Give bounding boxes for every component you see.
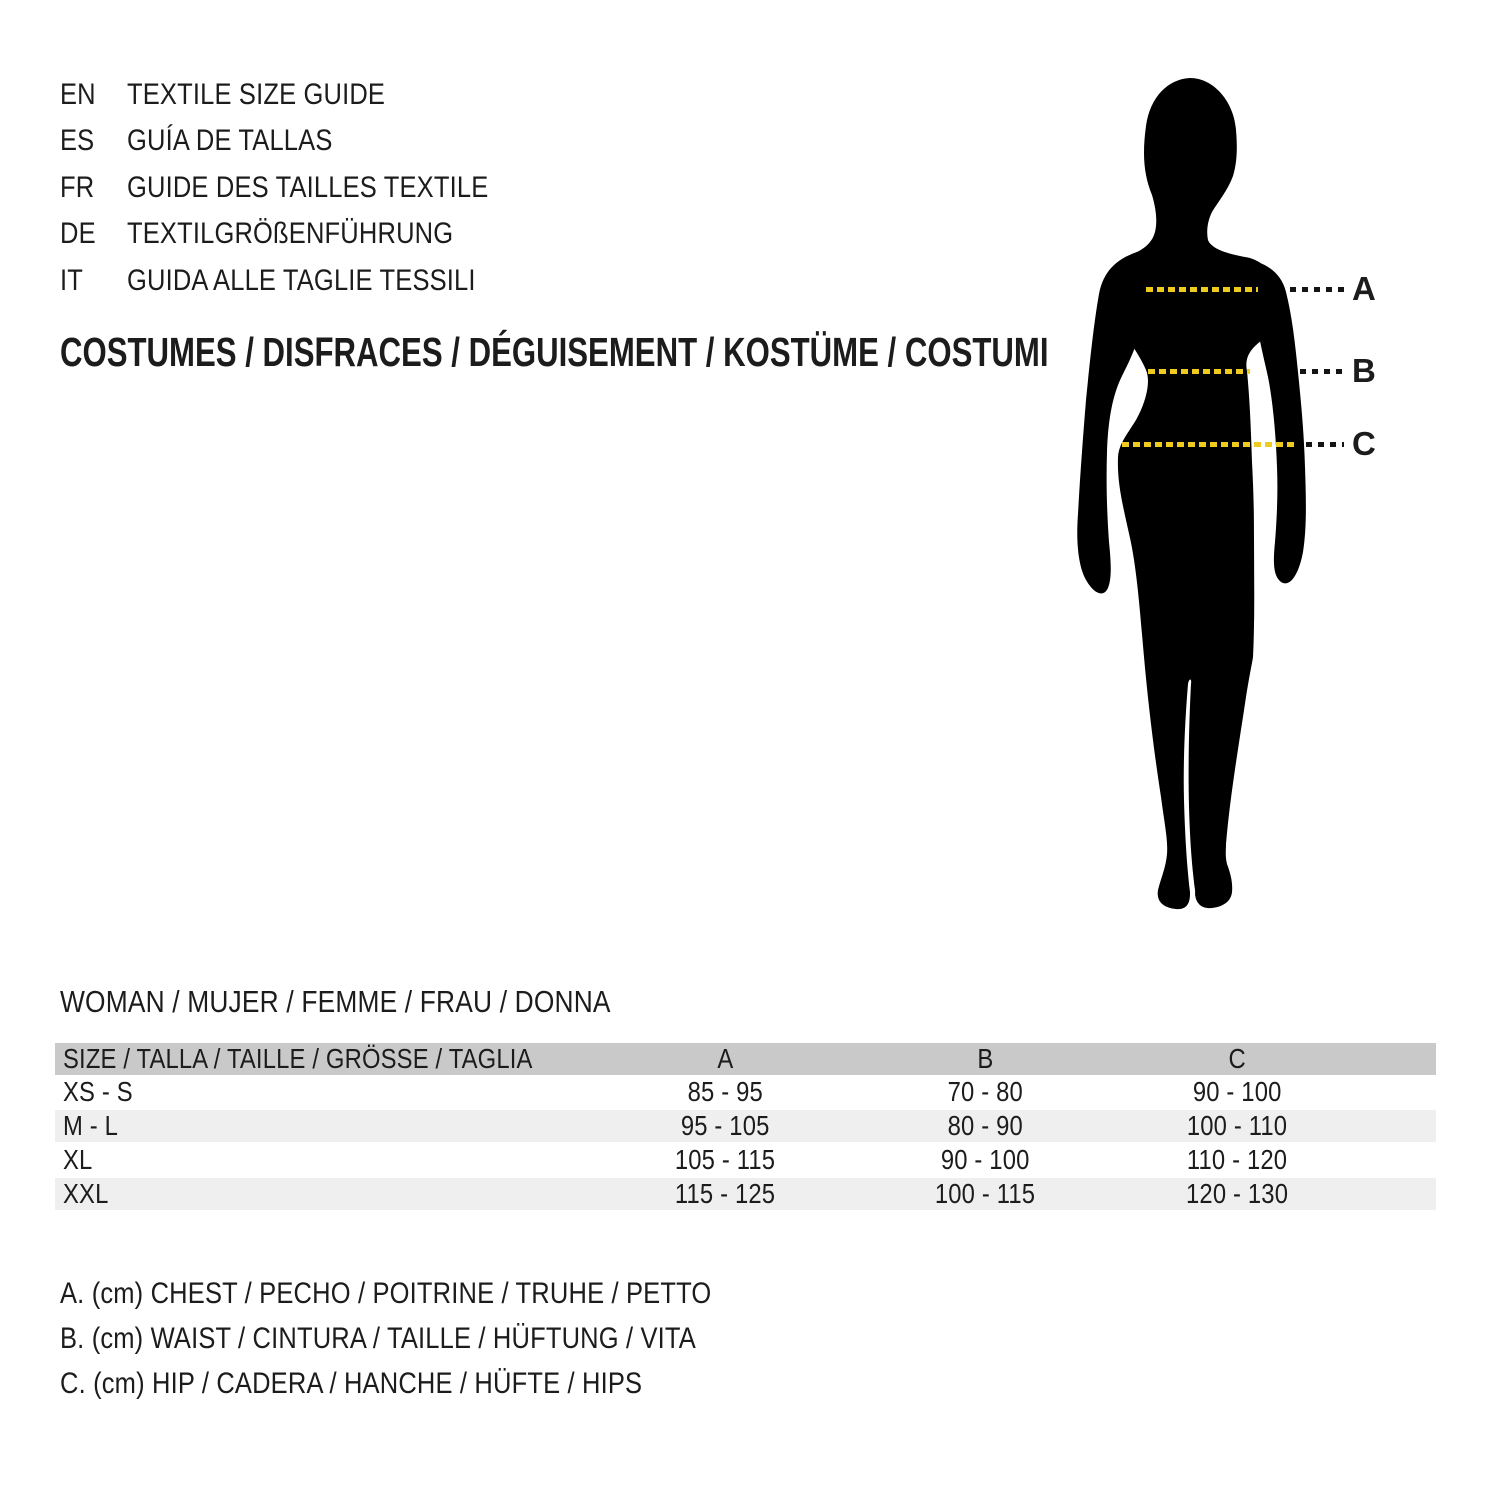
hip-cell: 90 - 100: [1193, 1076, 1282, 1107]
hip-cell: 120 - 130: [1186, 1178, 1289, 1209]
language-title: TEXTILE SIZE GUIDE: [127, 78, 386, 111]
language-code: ES: [60, 124, 95, 157]
language-code: FR: [60, 171, 95, 204]
chest-leader-line: [1290, 287, 1344, 292]
table-row: [55, 1076, 1436, 1108]
table-row: [55, 1144, 1436, 1176]
hip-leader-line: [1306, 442, 1344, 447]
legend-hip: C. (cm) HIP / CADERA / HANCHE / HÜFTE / HIPS: [60, 1367, 643, 1400]
waist-leader-line: [1300, 369, 1344, 374]
waist-cell: 70 - 80: [947, 1076, 1023, 1107]
waist-cell: 90 - 100: [940, 1144, 1030, 1175]
woman-silhouette: [1040, 72, 1340, 917]
category-heading: COSTUMES / DISFRACES / DÉGUISEMENT / KOSTÜME / COSTUMI: [60, 329, 1049, 375]
column-header-a: A: [716, 1043, 734, 1074]
legend-waist: B. (cm) WAIST / CINTURA / TAILLE / HÜFTUNG / VITA: [60, 1322, 696, 1355]
column-header-c: C: [1228, 1043, 1247, 1074]
hip-measure-line: [1122, 442, 1294, 447]
language-title: GUIDE DES TAILLES TEXTILE: [127, 171, 489, 204]
hip-cell: 100 - 110: [1187, 1110, 1288, 1141]
column-header-b: B: [976, 1043, 994, 1074]
chest-measure-line: [1146, 287, 1258, 292]
size-cell: XXL: [63, 1178, 109, 1209]
measure-label-a: A: [1352, 270, 1376, 307]
size-cell: M - L: [63, 1110, 119, 1141]
chest-cell: 105 - 115: [674, 1144, 776, 1175]
size-cell: XL: [63, 1144, 93, 1175]
table-row: [55, 1110, 1436, 1142]
waist-cell: 100 - 115: [934, 1178, 1036, 1209]
language-code: DE: [60, 217, 96, 250]
chest-cell: 95 - 105: [680, 1110, 770, 1141]
chest-cell: 85 - 95: [687, 1076, 763, 1107]
size-column-header: SIZE / TALLA / TAILLE / GRÖSSE / TAGLIA: [63, 1043, 533, 1074]
chest-cell: 115 - 125: [674, 1178, 776, 1209]
size-table: [55, 1043, 1436, 1212]
table-row: [55, 1178, 1436, 1210]
language-title: TEXTILGRÖßENFÜHRUNG: [127, 217, 454, 250]
hip-cell: 110 - 120: [1187, 1144, 1288, 1175]
section-heading: WOMAN / MUJER / FEMME / FRAU / DONNA: [60, 984, 611, 1019]
table-header-row: [55, 1043, 1436, 1075]
waist-cell: 80 - 90: [947, 1110, 1023, 1141]
waist-measure-line: [1148, 369, 1250, 374]
woman-silhouette-svg: [1040, 72, 1340, 917]
language-title: GUIDA ALLE TAGLIE TESSILI: [127, 264, 476, 297]
language-code: IT: [60, 264, 84, 297]
language-title: GUÍA DE TALLAS: [127, 124, 333, 157]
legend-chest: A. (cm) CHEST / PECHO / POITRINE / TRUHE / PETTO: [60, 1277, 712, 1310]
size-cell: XS - S: [63, 1076, 133, 1107]
language-code: EN: [60, 78, 96, 111]
measure-label-b: B: [1352, 352, 1376, 389]
measure-label-c: C: [1352, 425, 1376, 462]
